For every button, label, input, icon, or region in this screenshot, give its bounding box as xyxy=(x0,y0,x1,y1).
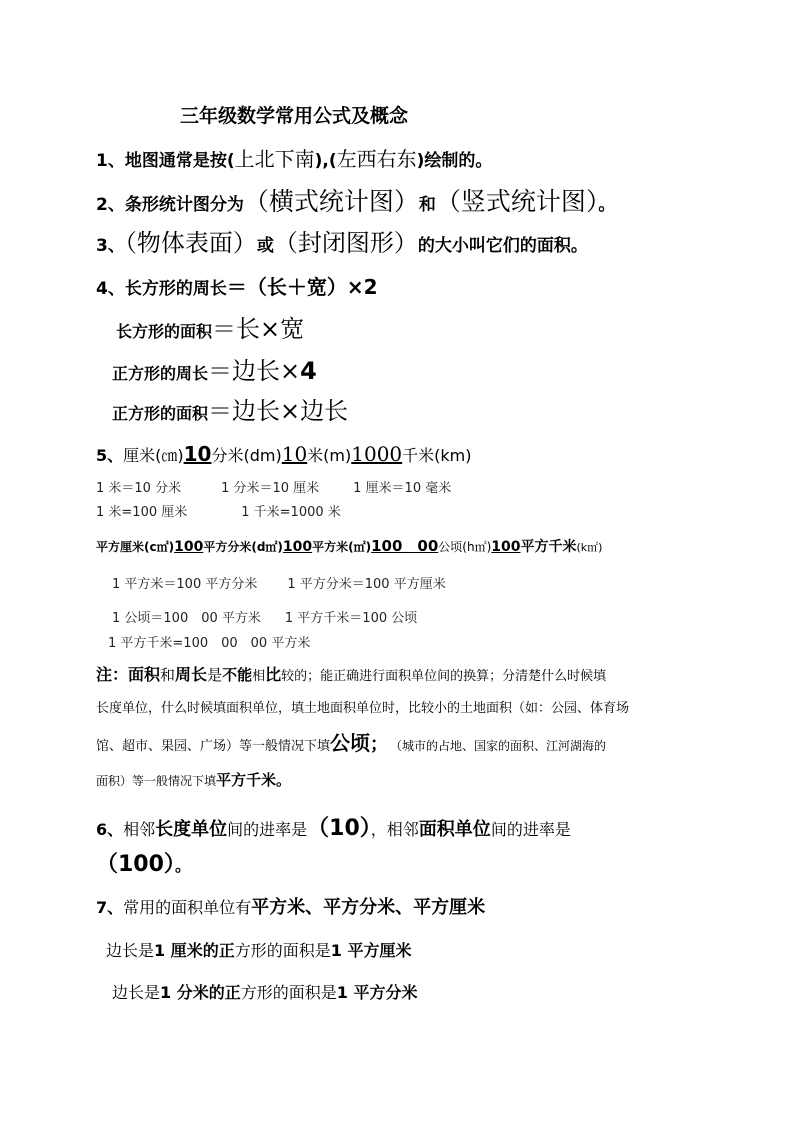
rect-area-expr: ＝长×宽 xyxy=(212,315,305,343)
conv-dm2-cm2: 1 平方分米＝100 平方厘米 xyxy=(287,577,446,592)
square-cm-definition xyxy=(106,942,411,960)
rect-area-label: 长方形的面积 xyxy=(116,322,213,341)
note-bi: 比 xyxy=(265,665,282,684)
unit-km2: 平方千米 xyxy=(520,539,577,555)
item-3-num: 3、 xyxy=(96,236,125,256)
conv-m-cm: 1 米=100 厘米 xyxy=(96,505,188,520)
item-6-num: 6、 xyxy=(96,820,124,839)
item-5 xyxy=(96,443,472,466)
unit-km: 千米(km) xyxy=(402,446,472,465)
item-6-line-1 xyxy=(96,816,571,841)
note-line-2: 长度单位，什么时候填面积单位，填土地面积单位时，比较小的土地面积（如：公园、体育场 xyxy=(96,701,630,716)
page-title: 三年级数学常用公式及概念 xyxy=(180,105,409,127)
rect-area-formula xyxy=(116,316,304,344)
item-6-e: ，相邻 xyxy=(370,820,419,839)
note-rest: 较的；能正确进行面积单位间的换算；分清楚什么时候填 xyxy=(281,669,607,684)
note-semicolon: ； xyxy=(370,734,389,755)
square-perimeter-label: 正方形的周长 xyxy=(112,364,209,383)
conv-dm-cm: 1 分米＝10 厘米 xyxy=(221,481,320,496)
note-area: 面积 xyxy=(128,665,161,684)
square-dm-definition xyxy=(112,984,417,1002)
item-1-num: 1、 xyxy=(96,151,125,171)
item-6-rate-area: （100） xyxy=(96,852,175,877)
item-7 xyxy=(96,898,485,919)
conv-cm-mm: 1 厘米＝10 毫米 xyxy=(353,481,452,496)
item-3-mid: 或 xyxy=(256,236,274,256)
item-2-pre: 条形统计图分为 xyxy=(124,195,244,215)
square-perimeter-formula xyxy=(112,358,317,386)
unit-cm: 厘米(㎝) xyxy=(123,446,184,465)
item-7-num: 7、 xyxy=(96,898,124,917)
item-2-b: （竖式统计图） xyxy=(435,187,599,216)
note-sq-km: 平方千米 xyxy=(216,771,277,789)
note-and: 和 xyxy=(160,666,176,684)
sq-dm-c: 方形的面积是 xyxy=(240,983,337,1002)
item-6-g: 间的进率是 xyxy=(490,820,571,839)
item-6-rate-length: （10） xyxy=(307,816,371,841)
unit-m2: 平方米(㎡) xyxy=(312,540,372,554)
item-1-post: )绘制的。 xyxy=(416,151,493,171)
unit-m: 米(m) xyxy=(307,446,352,465)
square-area-formula xyxy=(112,398,348,426)
item-6-end: 。 xyxy=(174,856,191,875)
square-area-label: 正方形的面积 xyxy=(112,404,209,423)
rate-m-km: 1000 xyxy=(351,442,403,466)
unit-cm2: 平方厘米(c㎡) xyxy=(96,540,175,554)
area-unit-chain xyxy=(96,538,602,555)
unit-km2-symbol: (k㎡) xyxy=(576,541,603,554)
length-conversion-row-1 xyxy=(96,482,451,497)
sq-cm-d: 1 平方厘米 xyxy=(330,941,412,960)
note-perimeter: 周长 xyxy=(175,665,208,684)
item-2-post: 。 xyxy=(598,195,616,215)
rate-m2-ha: 100 00 xyxy=(371,537,439,555)
square-area-expr: ＝边长×边长 xyxy=(208,397,349,425)
item-4-formula: ＝（长＋宽）×2 xyxy=(226,275,378,299)
item-4-label: 长方形的周长 xyxy=(124,279,227,299)
note-period: 。 xyxy=(276,771,292,789)
sq-dm-b: 1 分米的正 xyxy=(160,983,241,1002)
sq-cm-a: 边长是 xyxy=(106,941,155,960)
item-3 xyxy=(96,230,588,258)
square-perimeter-expr: ＝边长× xyxy=(208,357,301,385)
note-line-1 xyxy=(96,666,606,685)
conv-ha-m2: 1 公顷＝100 00 平方米 xyxy=(112,611,261,626)
unit-ha: 公顷(h㎡) xyxy=(438,540,492,554)
area-conversion-row-1 xyxy=(112,578,446,593)
item-3-b: （封闭图形） xyxy=(273,229,418,257)
conv-m2-dm2: 1 平方米＝100 平方分米 xyxy=(112,577,258,592)
sq-cm-b: 1 厘米的正 xyxy=(154,941,235,960)
item-2 xyxy=(96,188,615,217)
sq-cm-c: 方形的面积是 xyxy=(234,941,331,960)
unit-dm: 分米(dm) xyxy=(211,446,282,465)
item-1-a: 上北下南 xyxy=(234,147,315,171)
rate-cm-dm: 10 xyxy=(183,442,212,466)
item-4-num: 4、 xyxy=(96,279,125,299)
rate-dm-m: 10 xyxy=(281,442,308,466)
item-6-line-2 xyxy=(96,852,191,877)
item-1 xyxy=(96,148,492,172)
length-conversion-row-2 xyxy=(96,506,341,521)
area-conversion-row-2 xyxy=(112,612,417,627)
item-2-a: （横式统计图） xyxy=(243,187,419,216)
unit-dm2: 平方分米(d㎡) xyxy=(203,540,283,554)
item-7-units: 平方米、平方分米、平方厘米 xyxy=(251,897,486,918)
area-conversion-row-3: 1 平方千米=100 00 00 平方米 xyxy=(108,636,311,651)
conv-km2-ha: 1 平方千米＝100 公顷 xyxy=(284,611,418,626)
note-hectare: 公顷 xyxy=(330,731,371,755)
item-1-pre: 地图通常是按( xyxy=(124,151,235,171)
note-line-3-a: 馆、超市、果园、广场）等一般情况下填 xyxy=(96,739,331,754)
item-5-num: 5、 xyxy=(96,446,124,465)
note-line-4-a: 面积）等一般情况下填 xyxy=(96,774,217,788)
item-6-a: 相邻 xyxy=(123,820,156,839)
sq-dm-d: 1 平方分米 xyxy=(336,983,418,1002)
conv-m-dm: 1 米＝10 分米 xyxy=(96,481,182,496)
rate-ha-km2: 100 xyxy=(491,539,521,555)
item-7-pre: 常用的面积单位有 xyxy=(123,898,252,917)
item-1-mid: ),( xyxy=(314,151,337,171)
item-2-num: 2、 xyxy=(96,195,125,215)
item-4 xyxy=(96,276,378,300)
note-label: 注： xyxy=(96,665,129,684)
note-xiang: 相 xyxy=(252,669,266,684)
sq-dm-a: 边长是 xyxy=(112,983,161,1002)
note-cannot: 不能 xyxy=(222,666,253,684)
item-6-c: 间的进率是 xyxy=(227,820,308,839)
item-6-length-unit: 长度单位 xyxy=(155,819,228,840)
item-2-mid: 和 xyxy=(418,195,436,215)
note-line-3 xyxy=(96,732,606,756)
rate-dm2-m2: 100 xyxy=(282,539,313,555)
item-1-b: 左西右东 xyxy=(336,147,417,171)
rate-cm2-dm2: 100 xyxy=(174,539,204,555)
item-6-area-unit: 面积单位 xyxy=(418,819,491,840)
note-is: 是 xyxy=(207,666,223,684)
square-perimeter-num: 4 xyxy=(300,357,317,385)
item-3-post: 的大小叫它们的面积。 xyxy=(417,236,588,256)
item-3-a: （物体表面） xyxy=(124,229,257,257)
note-line-3-d: （城市的占地、国家的面积、江河湖海的 xyxy=(396,739,607,753)
note-line-4 xyxy=(96,772,291,789)
conv-km-m: 1 千米=1000 米 xyxy=(241,505,341,520)
